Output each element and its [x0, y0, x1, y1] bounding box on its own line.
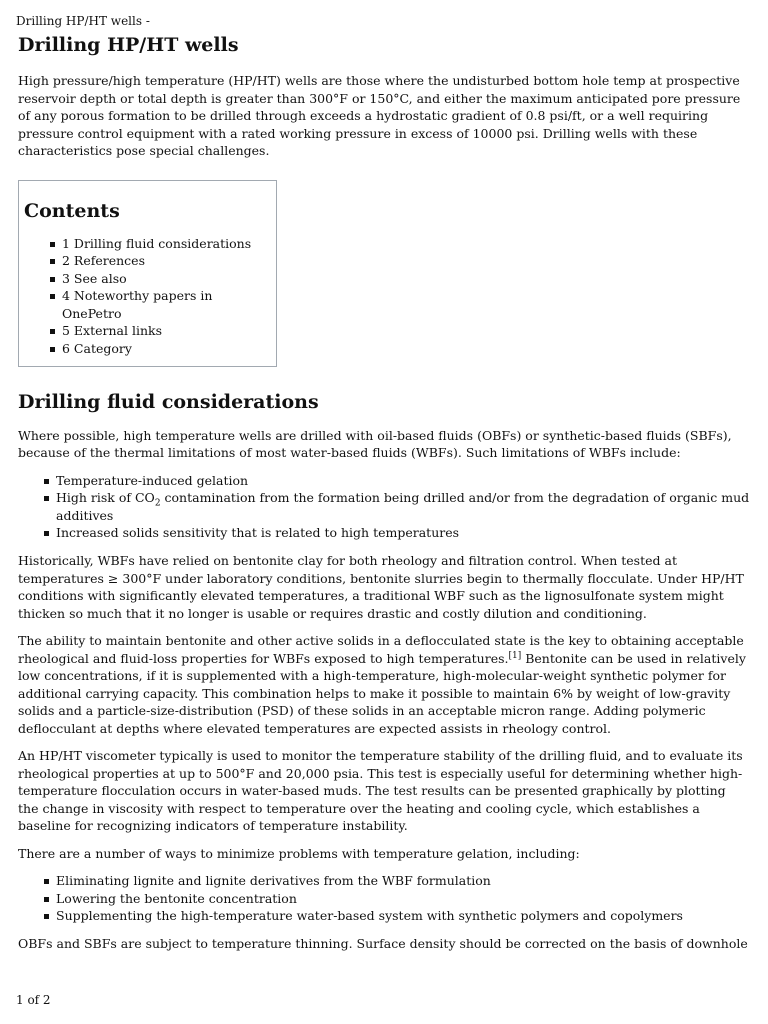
- toc-title: Contents: [24, 199, 120, 222]
- article-content: [18, 31, 750, 962]
- toc-item[interactable]: 3 See also: [62, 270, 271, 288]
- list-item: Temperature-induced gelation: [56, 472, 750, 490]
- list-item: Increased solids sensitivity that is related to high temperatures: [56, 524, 750, 542]
- paragraph: Historically, WBFs have relied on bentonite clay for both rheology and filtration control. When tested at temperatures ≥ 300°F under laboratory conditions, bentonite slurries begin to thermally flocculate. Under HP/HT conditions with significantly elevated temperatures, a traditional WBF such as the lignosulfonate system might thicken so much that it no longer is usable or requires drastic and costly dilution and conditioning.: [18, 553, 744, 621]
- paragraph: Where possible, high temperature wells are drilled with oil-based fluids (OBFs) or synthetic-based fluids (SBFs), because of the thermal limitations of most water-based fluids (WBFs). Such limitations of WBFs include:: [18, 427, 732, 461]
- list-item: Supplementing the high-temperature water-based system with synthetic polymers and copolymers: [56, 907, 750, 925]
- paragraph-text: Bentonite can be used in relatively low concentrations, if it is supplemented with a high-temperature, high-molecular-weight synthetic polymer for additional carrying capacity. This combination helps to make it possible to maintain 6% by weight of low-gravity solids and a particle-size-distribution (PSD) of these solids in an acceptable micron range. Adding polymeric deflocculant at depths where elevated temperatures are expected assists in rheology control.: [18, 650, 746, 736]
- section-heading: Drilling fluid considerations: [18, 390, 319, 413]
- list-item: Lowering the bentonite concentration: [56, 890, 750, 908]
- toc-item[interactable]: 1 Drilling fluid considerations: [62, 235, 271, 253]
- paragraph: There are a number of ways to minimize problems with temperature gelation, including:: [18, 845, 580, 861]
- print-header: Drilling HP/HT wells -: [16, 14, 150, 28]
- toc-item[interactable]: 5 External links: [62, 322, 271, 340]
- wbf-limitations-list: [18, 472, 750, 542]
- list-item-text: High risk of CO: [56, 490, 155, 506]
- paragraph: OBFs and SBFs are subject to temperature thinning. Surface density should be corrected on the basis of downhole: [18, 935, 748, 951]
- gelation-remedies-list: [18, 872, 750, 925]
- toc-item[interactable]: 4 Noteworthy papers in OnePetro: [62, 287, 271, 322]
- toc-item[interactable]: 6 Category: [62, 340, 271, 358]
- citation-link[interactable]: [1]: [508, 650, 522, 661]
- page-title: Drilling HP/HT wells: [18, 34, 239, 56]
- page-number: 1 of 2: [16, 993, 51, 1007]
- subscript: 2: [154, 498, 161, 509]
- toc-list: [24, 235, 271, 358]
- list-item-text: contamination from the formation being drilled and/or from the degradation of organic mud additives: [56, 490, 750, 523]
- table-of-contents: [18, 180, 277, 367]
- intro-paragraph: High pressure/high temperature (HP/HT) wells are those where the undisturbed bottom hole temp at prospective reservoir depth or total depth is greater than 300°F or 150°C, and either the maximum anticipated pore pressure of any porous formation to be drilled through exceeds a hydrostatic gradient of 0.8 psi/ft, or a well requiring pressure control equipment with a rated working pressure in excess of 10000 psi. Drilling wells with these characteristics pose special challenges.: [18, 73, 741, 158]
- paragraph: [18, 632, 750, 737]
- toc-item[interactable]: 2 References: [62, 252, 271, 270]
- list-item: Eliminating lignite and lignite derivatives from the WBF formulation: [56, 872, 750, 890]
- paragraph: An HP/HT viscometer typically is used to monitor the temperature stability of the drilling fluid, and to evaluate its rheological properties at up to 500°F and 20,000 psia. This test is especially useful for determining whether high-temperature flocculation occurs in water-based muds. The test results can be presented graphically by plotting the change in viscosity with respect to temperature over the heating and cooling cycle, which establishes a baseline for recognizing indicators of temperature instability.: [18, 748, 743, 834]
- paragraph-text: The ability to maintain bentonite and other active solids in a deflocculated state is the key to obtaining acceptable rheological and fluid-loss properties for WBFs exposed to high temperatures.: [18, 633, 744, 666]
- list-item: [56, 489, 750, 524]
